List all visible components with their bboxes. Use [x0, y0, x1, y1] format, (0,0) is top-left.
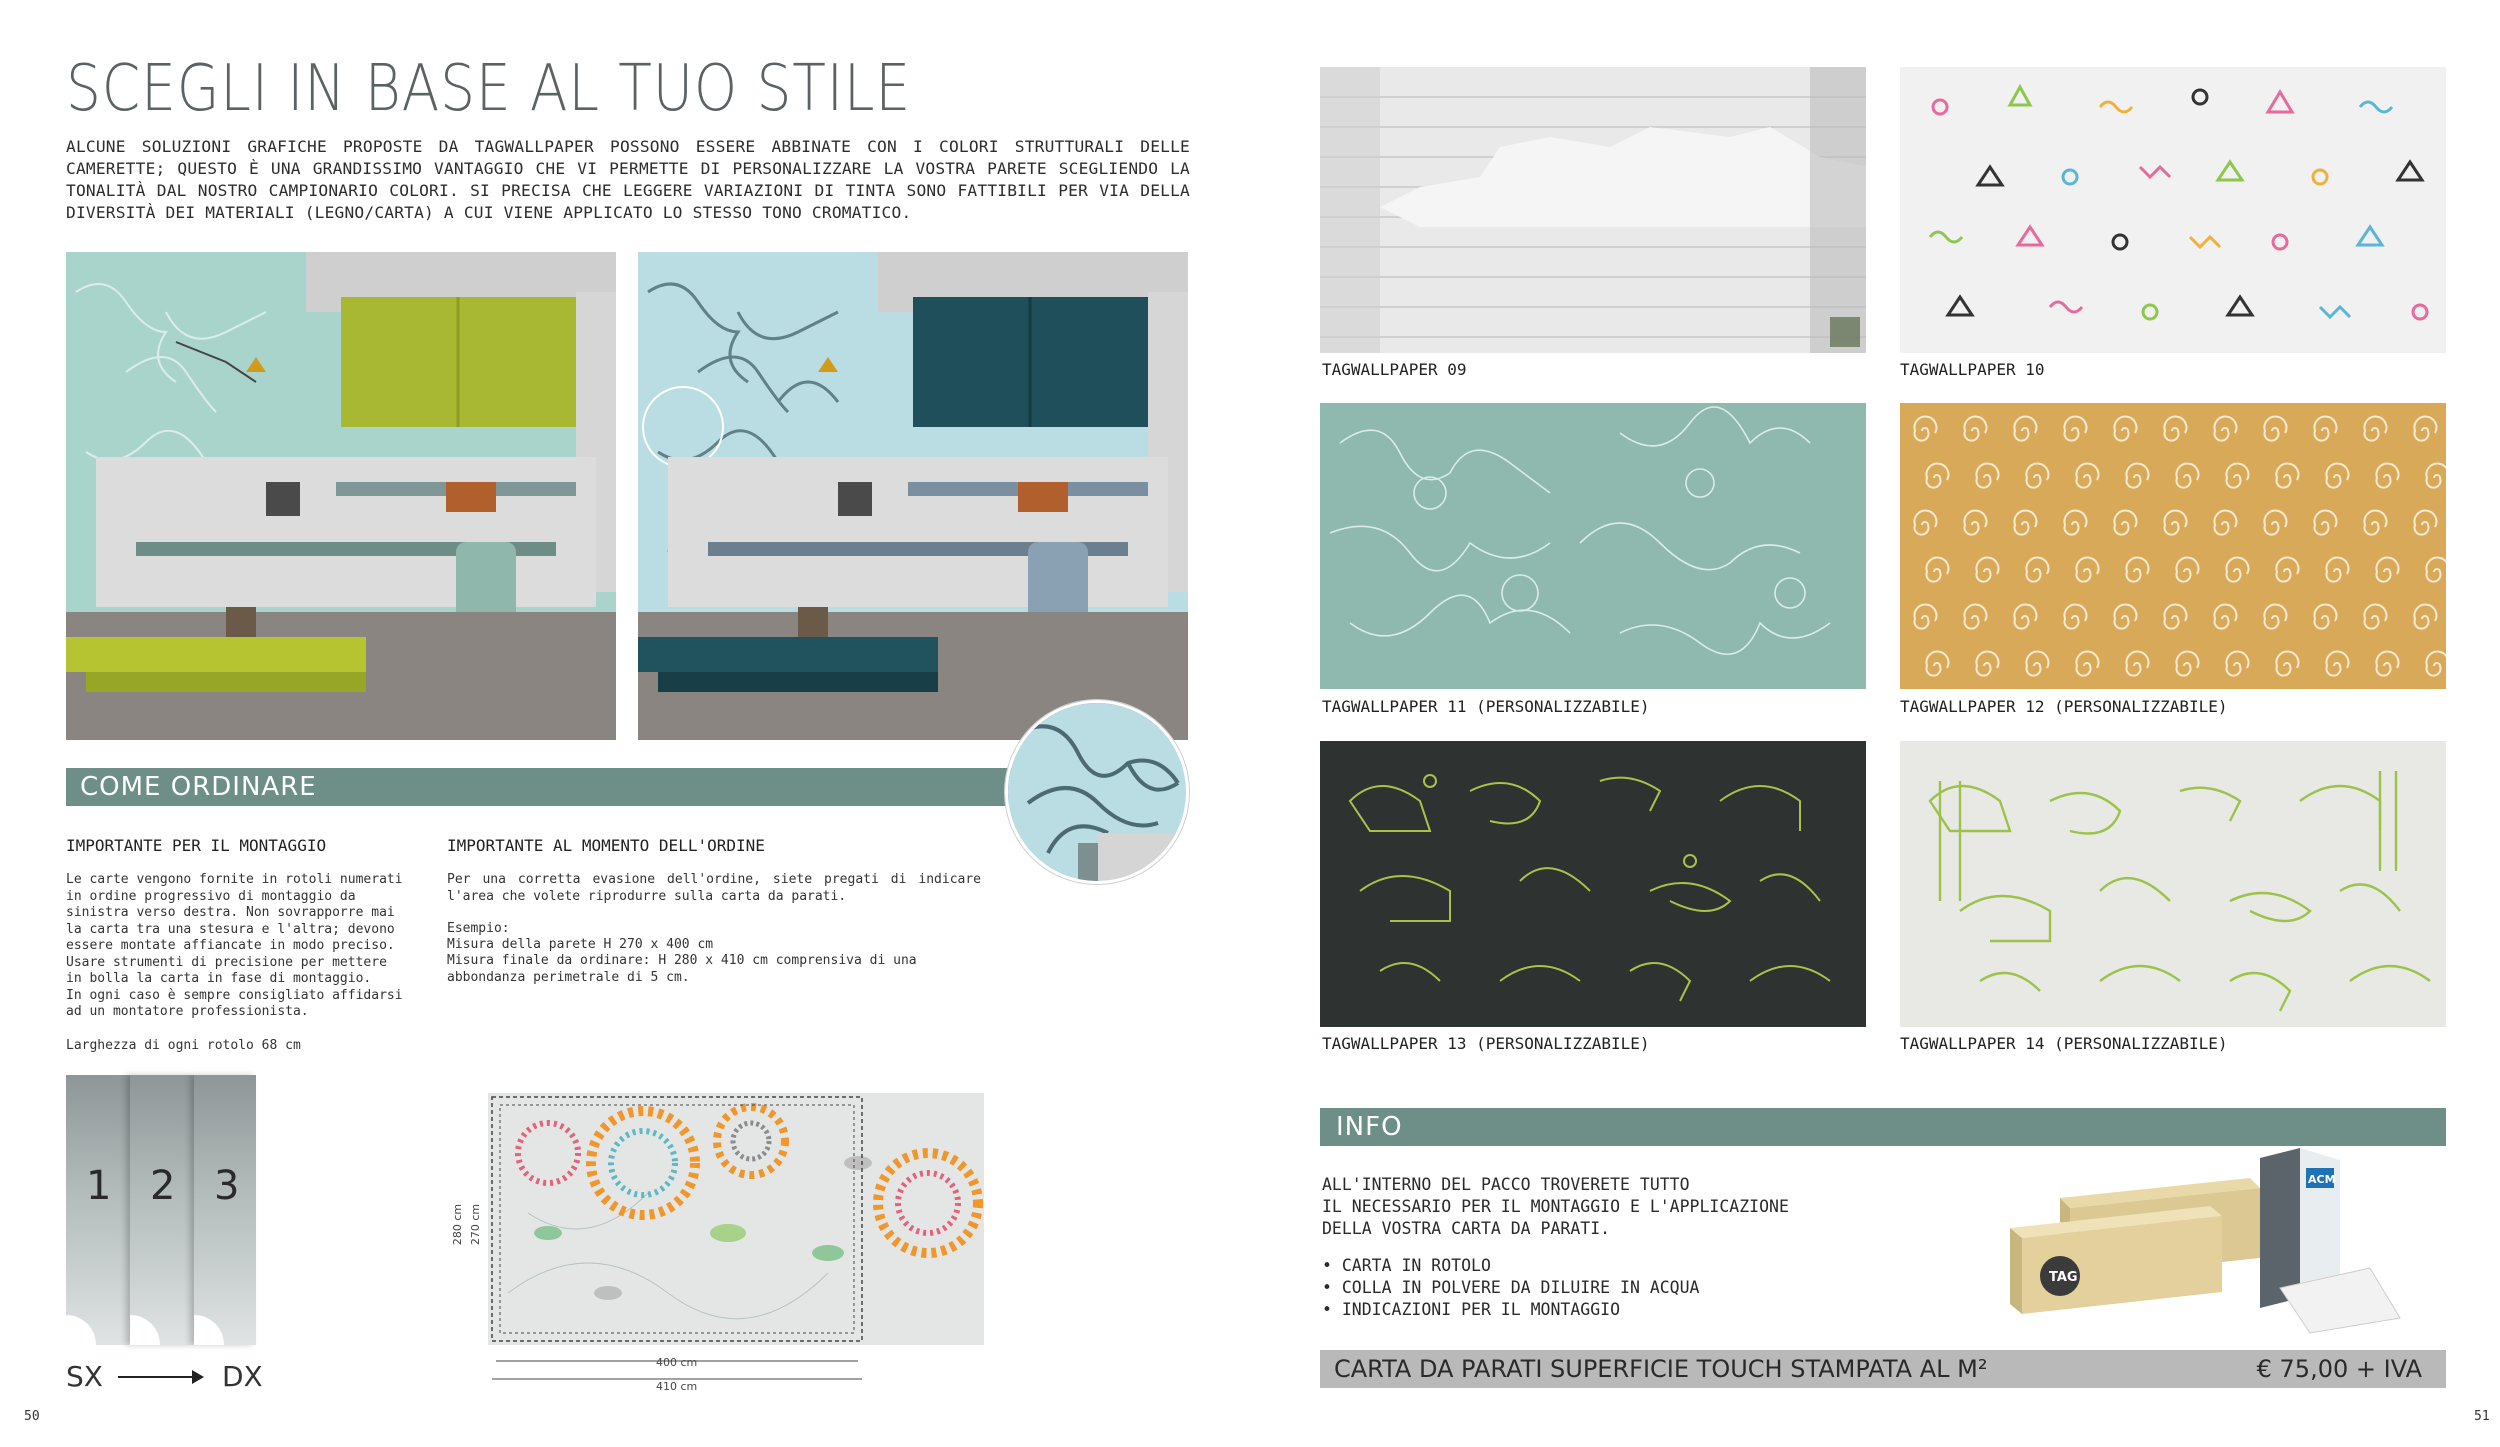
info-list-item: • INDICAZIONI PER IL MONTAGGIO: [1322, 1300, 1621, 1319]
price-value: € 75,00 + IVA: [2256, 1355, 2422, 1383]
info-list-item: • COLLA IN POLVERE DA DILUIRE IN ACQUA: [1322, 1278, 1700, 1297]
intro-paragraph: ALCUNE SOLUZIONI GRAFICHE PROPOSTE DA TAGWALLPAPER POSSONO ESSERE ABBINATE CON I COLORI STRUTTURALI DELLE CAMERETTE; QUESTO È UNA GRANDISSIMO VANTAGGIO CHE VI PERMETTE DI PERSONALIZZARE LA VOSTRA PARETE SCEGLIENDO LA TONALITÀ DAL NOSTRO CAMPIONARIO COLORI. SI PRECISA CHE LEGGERE VARIAZIONI DI TINTA SONO FATTIBILI PER VIA DELLA DIVERSITÀ DEI MATERIALI (LEGNO/CARTA) A CUI VIENE APPLICATO LO STESSO TONO CROMATICO.: [66, 137, 1190, 222]
package-product-image: [2010, 1148, 2420, 1338]
roll-number-2: 2: [150, 1163, 176, 1209]
info-list-item: • CARTA IN ROTOLO: [1322, 1256, 1491, 1275]
order-section-bar: [66, 768, 1046, 806]
order-body: Per una corretta evasione dell'ordine, siete pregati di indicare l'area che volete riprodurre sulla carta da parati.: [447, 872, 981, 904]
price-description: CARTA DA PARATI SUPERFICIE TOUCH STAMPATA AL M²: [1334, 1355, 1988, 1383]
order-wall-size: Misura della parete H 270 x 400 cm: [447, 937, 714, 952]
dim-width-inner: 400 cm: [656, 1356, 698, 1369]
roll-number-1: 1: [86, 1163, 112, 1209]
dim-height-inner: 270 cm: [469, 1203, 483, 1246]
dim-width-outer: 410 cm: [656, 1380, 698, 1393]
sx-label: SX: [66, 1360, 103, 1393]
roll-number-3: 3: [214, 1163, 240, 1209]
mount-heading: IMPORTANTE PER IL MONTAGGIO: [66, 836, 327, 855]
swatch-label-10: TAGWALLPAPER 10: [1900, 360, 2045, 379]
info-section-bar: [1320, 1108, 2446, 1146]
glue-brand-label: ACM: [2308, 1173, 2336, 1186]
dx-label: DX: [222, 1360, 263, 1393]
swatch-tagwallpaper-12: [1900, 403, 2446, 689]
info-line-3: DELLA VOSTRA CARTA DA PARATI.: [1322, 1219, 1611, 1238]
package-brand-label: TAG: [2049, 1270, 2078, 1285]
pattern-zoom-circle: [1005, 700, 1189, 884]
swatch-label-09: TAGWALLPAPER 09: [1322, 360, 1467, 379]
roll-3: [194, 1075, 256, 1345]
page-number-right: 51: [2474, 1409, 2490, 1424]
page-title: SCEGLI IN BASE AL TUO STILE: [66, 52, 911, 126]
arrow-right-icon: [118, 1376, 202, 1378]
roll-2: [130, 1075, 194, 1345]
swatch-tagwallpaper-10: [1900, 67, 2446, 353]
swatch-label-13: TAGWALLPAPER 13 (PERSONALIZZABILE): [1322, 1034, 1650, 1053]
room-photo-blue: [638, 252, 1188, 740]
info-paragraph: [1322, 1174, 1789, 1240]
info-line-1: ALL'INTERNO DEL PACCO TROVERETE TUTTO: [1322, 1175, 1690, 1194]
swatch-label-12: TAGWALLPAPER 12 (PERSONALIZZABILE): [1900, 697, 2228, 716]
price-bar: [1320, 1350, 2446, 1388]
swatch-tagwallpaper-14: [1900, 741, 2446, 1027]
roll-width-note: Larghezza di ogni rotolo 68 cm: [66, 1038, 301, 1053]
order-section-title: COME ORDINARE: [80, 772, 317, 802]
room-photo-green: [66, 252, 616, 740]
swatch-label-11: TAGWALLPAPER 11 (PERSONALIZZABILE): [1322, 697, 1650, 716]
swatch-tagwallpaper-13: [1320, 741, 1866, 1027]
swatch-tagwallpaper-11: [1320, 403, 1866, 689]
roll-1: [66, 1075, 130, 1345]
info-line-2: IL NECESSARIO PER IL MONTAGGIO E L'APPLICAZIONE: [1322, 1197, 1789, 1216]
info-list: [1322, 1255, 1700, 1321]
info-section-title: INFO: [1336, 1112, 1403, 1142]
swatch-label-14: TAGWALLPAPER 14 (PERSONALIZZABILE): [1900, 1034, 2228, 1053]
rolls-illustration: [66, 1075, 256, 1345]
order-example-label: Esempio:: [447, 921, 510, 936]
order-heading: IMPORTANTE AL MOMENTO DELL'ORDINE: [447, 836, 765, 855]
page-number-left: 50: [24, 1409, 40, 1424]
swatch-tagwallpaper-09: [1320, 67, 1866, 353]
dim-height-outer: 280 cm: [451, 1203, 465, 1246]
order-final-size: Misura finale da ordinare: H 280 x 410 cm comprensiva di una abbondanza perimetrale di 5 cm.: [447, 953, 917, 985]
mount-body: Le carte vengono fornite in rotoli numerati in ordine progressivo di montaggio da sinistra verso destra. Non sovrapporre mai la carta tra una stesura e l'altra; devono essere montate affiancate in modo preciso. Usare strumenti di precisione per mettere in bolla la carta in fase di montaggio. In ogni caso è sempre consigliato affidarsi ad un montatore professionista.: [66, 872, 403, 1019]
measure-illustration: [488, 1093, 984, 1393]
